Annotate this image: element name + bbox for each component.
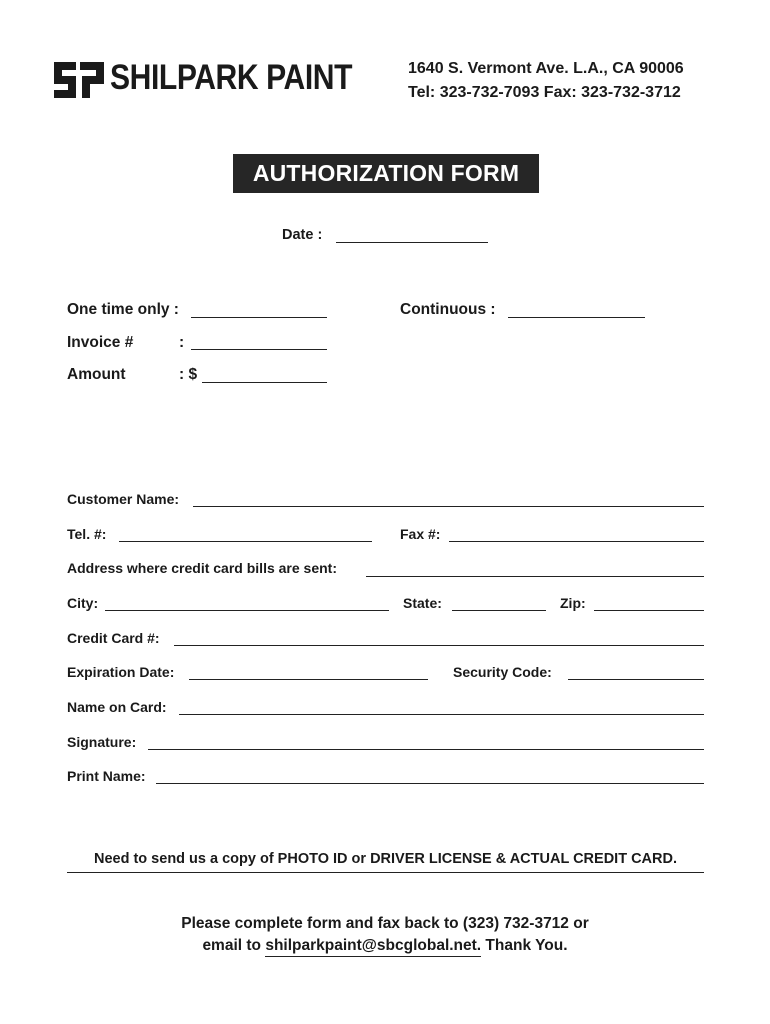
company-logo-icon	[54, 62, 104, 98]
email-instruction	[0, 937, 770, 955]
one-time-field[interactable]	[191, 317, 327, 318]
zip-label: Zip:	[560, 595, 586, 611]
expiration-field[interactable]	[189, 679, 428, 680]
invoice-label: Invoice #	[67, 334, 134, 351]
invoice-field[interactable]	[191, 349, 327, 350]
company-name: SHILPARK PAINT	[110, 58, 353, 97]
continuous-field[interactable]	[508, 317, 645, 318]
zip-field[interactable]	[594, 610, 704, 611]
signature-label: Signature:	[67, 734, 137, 750]
email-prefix: email to	[202, 937, 266, 954]
signature-field[interactable]	[148, 749, 704, 750]
email-link[interactable]: shilparkpaint@sbcglobal.net.	[265, 937, 481, 957]
state-label: State:	[403, 595, 442, 611]
address-label: Address where credit card bills are sent:	[67, 560, 337, 576]
email-suffix: Thank You.	[481, 937, 568, 954]
city-field[interactable]	[105, 610, 389, 611]
fax-instruction: Please complete form and fax back to (323) 732-3712 or	[181, 915, 589, 932]
id-requirement-note: Need to send us a copy of PHOTO ID or DRIVER LICENSE & ACTUAL CREDIT CARD.	[93, 851, 677, 867]
customer-name-field[interactable]	[193, 506, 704, 507]
tel-field[interactable]	[119, 541, 372, 542]
print-name-label: Print Name:	[67, 768, 146, 784]
print-name-field[interactable]	[156, 783, 704, 784]
amount-prefix: : $	[179, 366, 198, 383]
date-label: Date :	[282, 227, 323, 243]
note-underline	[67, 872, 704, 873]
fax-field[interactable]	[449, 541, 704, 542]
credit-card-field[interactable]	[174, 645, 704, 646]
name-on-card-label: Name on Card:	[67, 699, 167, 715]
expiration-label: Expiration Date:	[67, 664, 175, 680]
date-field[interactable]	[336, 242, 488, 243]
city-label: City:	[67, 595, 99, 611]
one-time-label: One time only :	[67, 301, 179, 318]
tel-label: Tel. #:	[67, 526, 107, 542]
customer-name-label: Customer Name:	[67, 491, 180, 507]
security-code-label: Security Code:	[453, 664, 552, 680]
amount-field[interactable]	[202, 382, 327, 383]
credit-card-label: Credit Card #:	[67, 630, 160, 646]
fax-label: Fax #:	[400, 526, 441, 542]
address-field[interactable]	[366, 576, 704, 577]
name-on-card-field[interactable]	[179, 714, 704, 715]
company-phones: Tel: 323-732-7093 Fax: 323-732-3712	[408, 84, 681, 101]
form-title: AUTHORIZATION FORM	[233, 154, 539, 193]
invoice-colon: :	[179, 334, 185, 351]
security-code-field[interactable]	[568, 679, 704, 680]
amount-label: Amount	[67, 366, 126, 383]
continuous-label: Continuous :	[400, 301, 496, 318]
state-field[interactable]	[452, 610, 546, 611]
company-address: 1640 S. Vermont Ave. L.A., CA 90006	[408, 60, 684, 77]
